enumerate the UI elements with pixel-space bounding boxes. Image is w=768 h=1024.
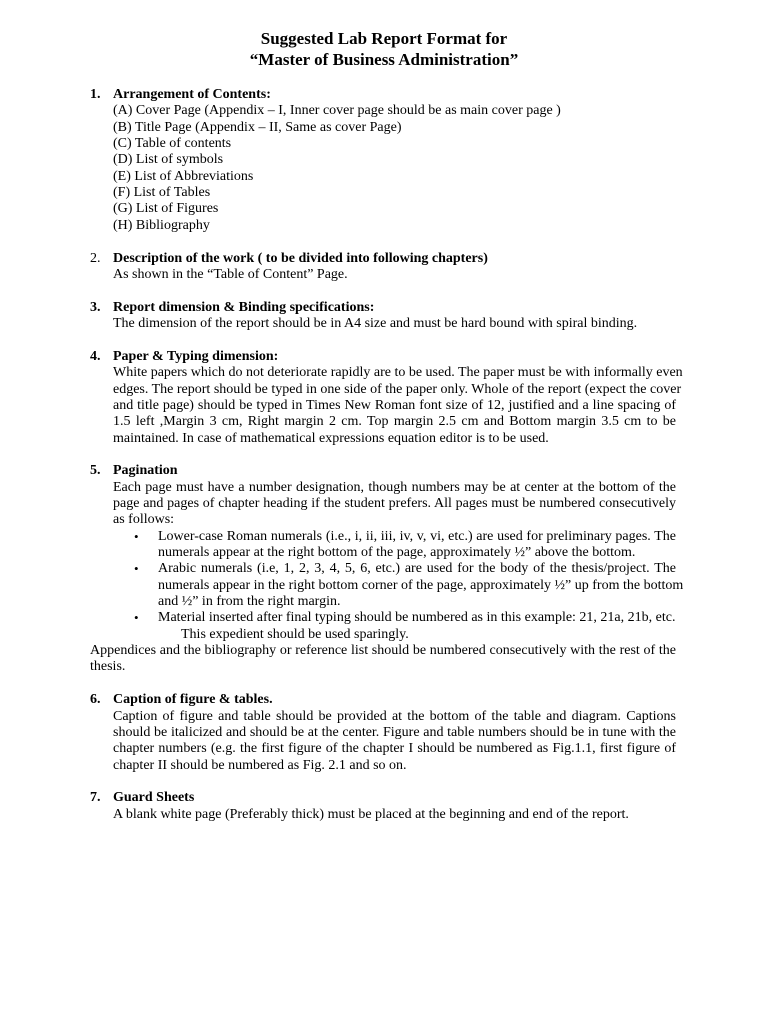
list-item: (B) Title Page (Appendix – II, Same as cover Page) — [113, 120, 402, 135]
section-7-heading: Guard Sheets — [113, 790, 195, 805]
section-5-heading: Pagination — [113, 463, 178, 478]
section-3-heading: Report dimension & Binding specifications: — [113, 300, 375, 315]
section-3-text: The dimension of the report should be in A4 size and must be hard bound with spiral binding. — [113, 316, 638, 331]
list-item: (C) Table of contents — [113, 136, 232, 151]
paragraph-line: Each page must have a number designation, though numbers may be at center at the bottom of the — [113, 480, 676, 495]
paragraph-line: thesis. — [90, 659, 126, 674]
list-item: (E) List of Abbreviations — [113, 169, 254, 184]
bullet-line: Material inserted after final typing should be numbered as in this example: 21, 21a, 21b, etc. — [158, 610, 676, 625]
paragraph-line: White papers which do not deteriorate rapidly are to be used. The paper must be with informally even — [113, 365, 683, 380]
section-2-number: 2. — [90, 251, 101, 266]
paragraph-line: Appendices and the bibliography or reference list should be numbered consecutively with the rest of the — [90, 643, 676, 658]
section-4-heading: Paper & Typing dimension: — [113, 349, 279, 364]
bullet-marker: • — [134, 561, 139, 576]
bullet-marker: • — [134, 529, 139, 544]
bullet-line: numerals appear in the right bottom corner of the page, approximately ½” up from the bottom — [158, 578, 684, 593]
paragraph-line: chapter numbers (e.g. the first figure of the chapter I should be numbered as Fig.1.1, first figure of — [113, 741, 676, 756]
section-5-number: 5. — [90, 463, 101, 478]
bullet-line: Lower-case Roman numerals (i.e., i, ii, iii, iv, v, vi, etc.) are used for preliminary pages. The — [158, 529, 676, 544]
title-line-2: “Master of Business Administration” — [249, 50, 519, 69]
section-4-number: 4. — [90, 349, 101, 364]
list-item: (G) List of Figures — [113, 201, 219, 216]
paragraph-line: maintained. In case of mathematical expressions equation editor is to be used. — [113, 431, 549, 446]
section-6-heading: Caption of figure & tables. — [113, 692, 273, 707]
section-3-number: 3. — [90, 300, 101, 315]
bullet-line: This expedient should be used sparingly. — [181, 627, 409, 642]
paragraph-line: Caption of figure and table should be provided at the bottom of the table and diagram. Captions — [113, 709, 676, 724]
list-item: (D) List of symbols — [113, 152, 224, 167]
title-line-1: Suggested Lab Report Format for — [260, 29, 508, 48]
section-7-number: 7. — [90, 790, 101, 805]
section-1-number: 1. — [90, 87, 101, 102]
section-7-text: A blank white page (Preferably thick) must be placed at the beginning and end of the report. — [113, 807, 629, 822]
paragraph-line: 1.5 left ,Margin 3 cm, Right margin 2 cm. Top margin 2.5 cm and Bottom margin 3.5 cm to be — [113, 414, 676, 429]
paragraph-line: as follows: — [113, 512, 175, 527]
section-1-heading: Arrangement of Contents: — [113, 87, 271, 102]
bullet-line: and ½” in from the right margin. — [158, 594, 341, 609]
section-2-heading: Description of the work ( to be divided into following chapters) — [113, 251, 488, 266]
paragraph-line: page and pages of chapter heading if the student prefers. All pages must be numbered consecutively — [113, 496, 676, 511]
list-item: (H) Bibliography — [113, 218, 210, 233]
section-6-number: 6. — [90, 692, 101, 707]
bullet-marker: • — [134, 610, 139, 625]
paragraph-line: and title page) should be typed in Times New Roman font size of 12, justified and a line spacing of — [113, 398, 676, 413]
bullet-line: numerals appear at the right bottom of the page, approximately ½” above the bottom. — [158, 545, 636, 560]
bullet-line: Arabic numerals (i.e, 1, 2, 3, 4, 5, 6, etc.) are used for the body of the thesis/project. The — [158, 561, 676, 576]
paragraph-line: edges. The report should be typed in one side of the paper only. Whole of the report (expect the cover — [113, 382, 682, 397]
list-item: (A) Cover Page (Appendix – I, Inner cover page should be as main cover page ) — [113, 103, 561, 118]
paragraph-line: should be italicized and should be at the center. Figure and table numbers should be in tune with the — [113, 725, 676, 740]
list-item: (F) List of Tables — [113, 185, 211, 200]
paragraph-line: chapter II should be numbered as Fig. 2.1 and so on. — [113, 758, 407, 773]
section-2-text: As shown in the “Table of Content” Page. — [113, 267, 348, 282]
